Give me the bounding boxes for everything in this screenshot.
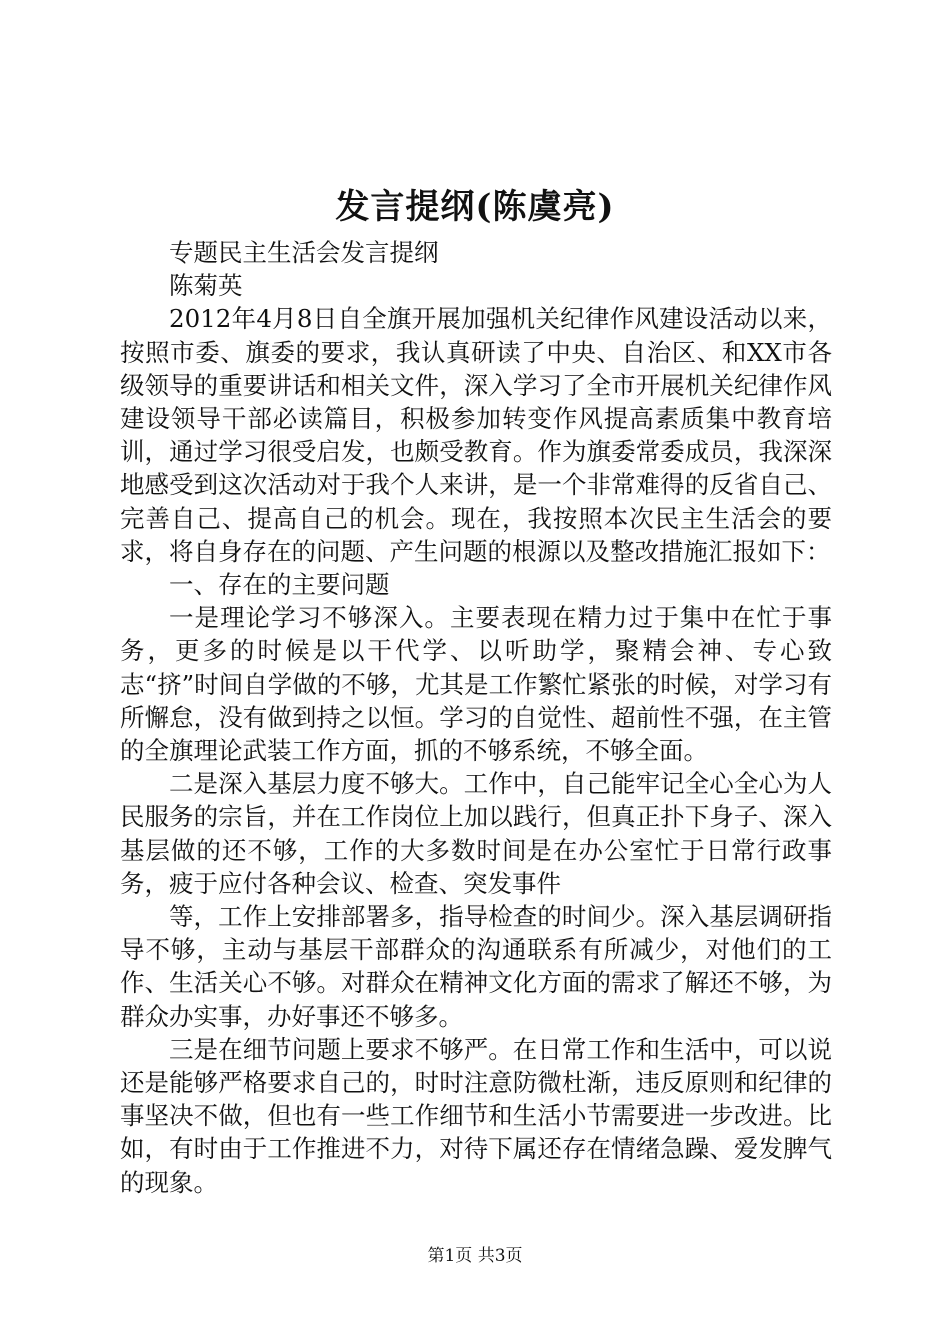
page-number-footer: 第1页 共3页 [427,1246,523,1266]
section-heading: 一、存在的主要问题 [169,570,390,600]
subtitle-paragraph: 专题民主生活会发言提纲 [169,238,439,267]
issue-two-continued-paragraph: 等，工作上安排部署多，指导检查的时间少。深入基层调研指导不够，主动与基层干部群众的沟通联系有所减少，对他们的工作、生活关心不够。对群众在精神文化方面的需求了解还不够，为群众办实事，办好事还不够多。 [120,902,832,1031]
issue-three-paragraph: 三是在细节问题上要求不够严。在日常工作和生活中，可以说还是能够严格要求自己的，时时注意防微杜渐，违反原则和纪律的事坚决不做，但也有一些工作细节和生活小节需要进一步改进。比如，有时由于工作推进不力，对待下属还存在情绪急躁、爱发脾气的现象。 [120,1034,832,1197]
issue-two-paragraph: 二是深入基层力度不够大。工作中，自己能牢记全心全心为人民服务的宗旨，并在工作岗位上加以践行，但真正扑下身子、深入基层做的还不够，工作的大多数时间是在办公室忙于日常行政事务，疲于应付各种会议、检查、突发事件 [120,769,832,898]
intro-paragraph: 2012年4月8日自全旗开展加强机关纪律作风建设活动以来，按照市委、旗委的要求，我认真研读了中央、自治区、和XX市各级领导的重要讲话和相关文件，深入学习了全市开展机关纪律作风建设领导干部必读篇目，积极参加转变作风提高素质集中教育培训，通过学习很受启发，也颇受教育。作为旗委常委成员，我深深地感受到这次活动对于我个人来讲，是一个非常难得的反省自己、完善自己、提高自己的机会。现在，我按照本次民主生活会的要求，将自身存在的问题、产生问题的根源以及整改措施汇报如下： [120,304,832,566]
issue-one-paragraph: 一是理论学习不够深入。主要表现在精力过于集中在忙于事务，更多的时候是以干代学、以听助学，聚精会神、专心致志“挤”时间自学做的不够，尤其是工作繁忙紧张的时候，对学习有所懈怠，没有做到持之以恒。学习的自觉性、超前性不强，在主管的全旗理论武装工作方面，抓的不够系统，不够全面。 [120,603,832,766]
document-title: 发言提纲(陈虞亮) [335,187,615,227]
author-paragraph: 陈菊英 [169,271,243,301]
document-body [120,236,832,1199]
